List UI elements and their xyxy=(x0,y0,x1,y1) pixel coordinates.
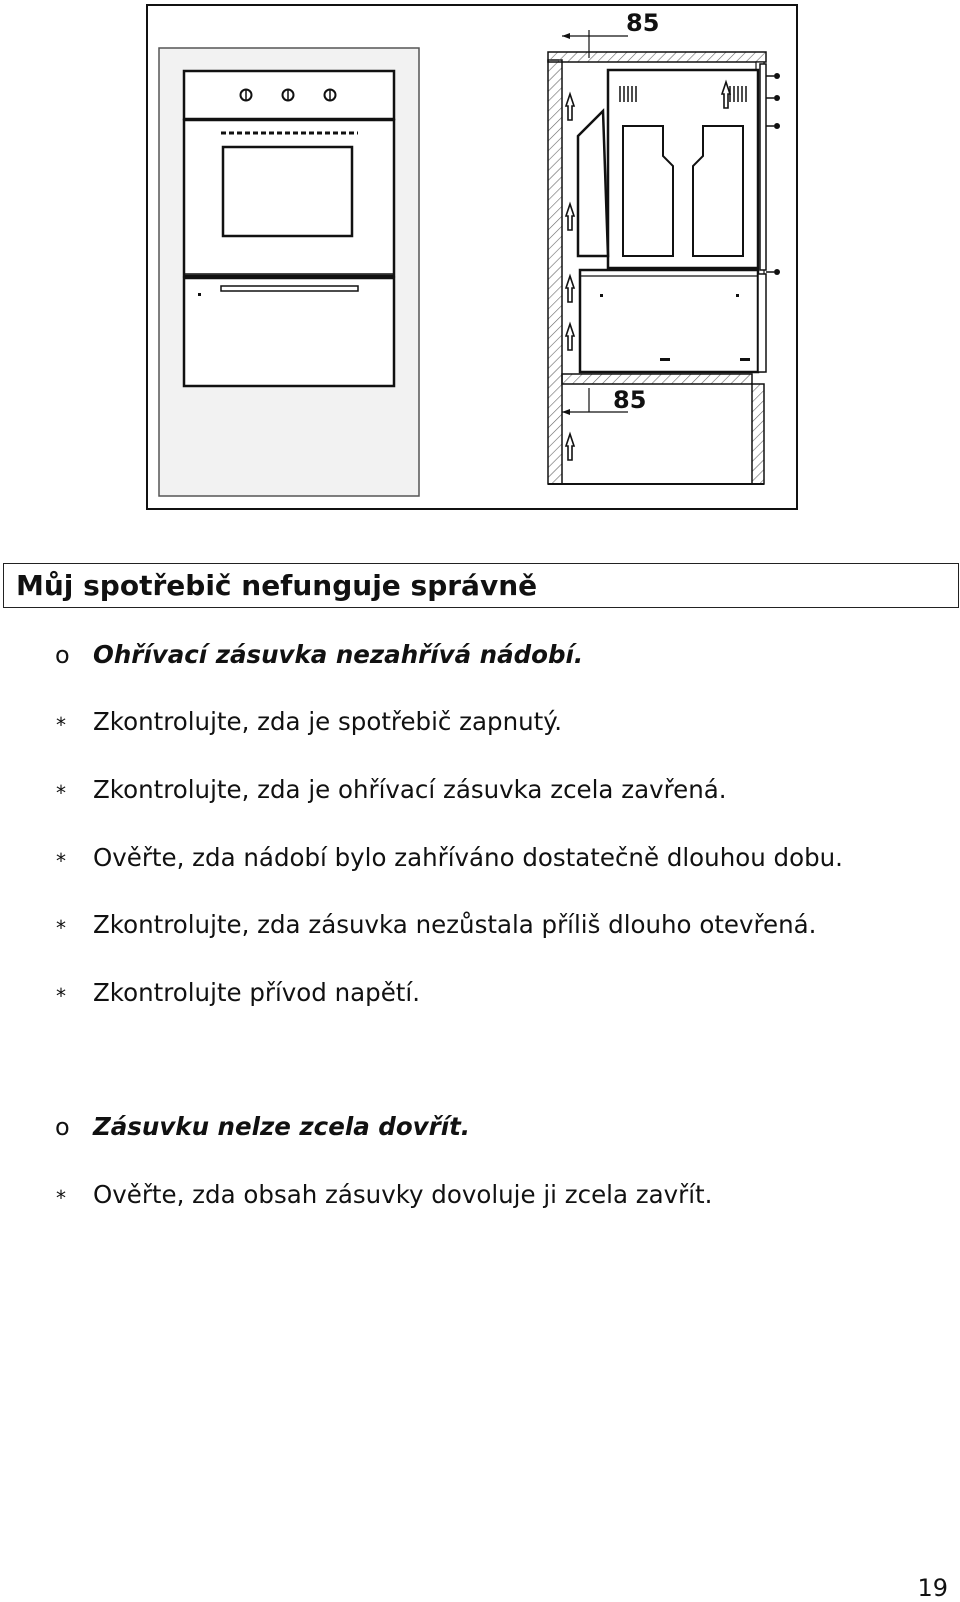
check-item: Zkontrolujte, zda zásuvka nezůstala příliš dlouho otevřená. xyxy=(93,910,817,939)
bullet-marker: * xyxy=(56,916,66,940)
bullet-marker: * xyxy=(56,1186,66,1210)
list-item xyxy=(0,770,960,810)
cabinet-wall xyxy=(548,60,562,484)
list-item xyxy=(0,702,960,742)
drawer-handle xyxy=(221,286,358,291)
bullet-marker: * xyxy=(56,713,66,737)
check-item: Zkontrolujte, zda je spotřebič zapnutý. xyxy=(93,707,563,736)
installation-drawing xyxy=(148,6,796,508)
list-item xyxy=(0,1107,960,1147)
dimension-label-top: 85 xyxy=(626,9,660,37)
check-item: Zkontrolujte přívod napětí. xyxy=(93,978,420,1007)
problem-heading: Ohřívací zásuvka nezahřívá nádobí. xyxy=(93,640,584,669)
check-item: Ověřte, zda obsah zásuvky dovoluje ji zcela zavřít. xyxy=(93,1180,713,1209)
list-item xyxy=(0,838,960,878)
page-number: 19 xyxy=(917,1574,948,1602)
front-view xyxy=(159,48,419,496)
check-item: Ověřte, zda nádobí bylo zahříváno dostatečně dlouhou dobu. xyxy=(93,843,843,872)
list-item xyxy=(0,973,960,1013)
bullet-marker: * xyxy=(56,781,66,805)
list-item xyxy=(0,905,960,945)
bullet-marker: * xyxy=(56,984,66,1008)
list-item xyxy=(0,1175,960,1215)
side-view xyxy=(548,9,780,484)
bullet-marker: o xyxy=(55,641,70,669)
check-item: Zkontrolujte, zda je ohřívací zásuvka zcela zavřená. xyxy=(93,775,727,804)
installation-diagram xyxy=(146,4,798,510)
list-item xyxy=(0,635,960,675)
warming-drawer-front xyxy=(184,278,394,386)
dimension-label-bottom: 85 xyxy=(613,386,647,414)
bullet-marker: * xyxy=(56,849,66,873)
warming-drawer-side xyxy=(580,270,758,372)
problem-heading: Zásuvku nelze zcela dovřít. xyxy=(93,1112,471,1141)
bullet-marker: o xyxy=(55,1113,70,1141)
oven-window xyxy=(223,147,352,236)
section-heading: Můj spotřebič nefunguje správně xyxy=(3,563,959,608)
